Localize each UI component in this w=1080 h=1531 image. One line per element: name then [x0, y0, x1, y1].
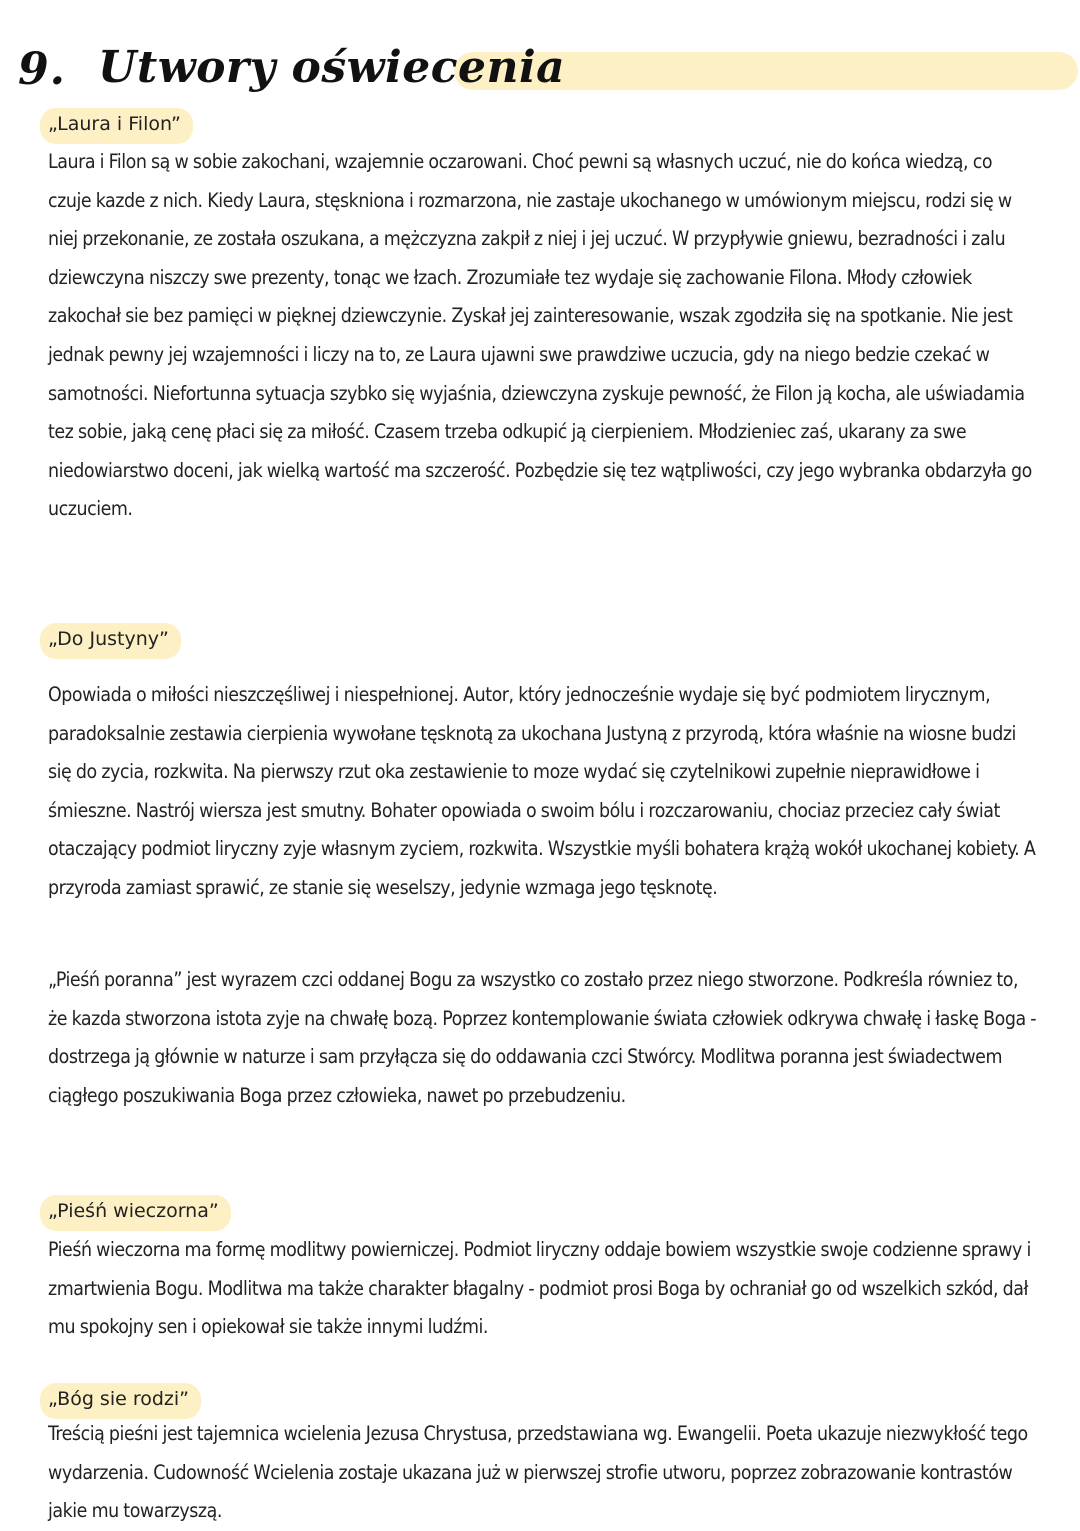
- section-label-do-justyny: „Do Justyny”: [40, 623, 181, 659]
- section-text-do-justyny: Opowiada o miłości nieszczęśliwej i niespełnionej. Autor, który jednocześnie wydaje się być podmiotem lirycznym, paradoksalnie zestawia cierpienia wywołane tęsknotą za ukochana Justyną z przyrodą, która właśnie na wiosne budzi się do zycia, rozkwita. Na pierwszy rzut oka zestawienie to moze wydać się czytelnikowi zupełnie nieprawidłowe i śmieszne. Nastrój wiersza jest smutny. Bohater opowiada o swoim bólu i rozczarowaniu, chociaz przeciez cały świat otaczający podmiot liryczny zyje własnym zyciem, rozkwita. Wszystkie myśli bohatera krążą wokół ukochanej kobiety. A przyroda zamiast sprawić, ze stanie się weselszy, jedynie wzmaga jego tęsknotę.: [48, 683, 1036, 899]
- section-text-bog-sie-rodzi: Treścią pieśni jest tajemnica wcielenia Jezusa Chrystusa, przedstawiana wg. Ewangelii. Poeta ukazuje niezwykłość tego wydarzenia. Cudowność Wcielenia zostaje ukazana już w pierwszej strofie utworu, poprzez zobrazowanie kontrastów jakie mu towarzyszą.: [48, 1422, 1028, 1523]
- page-header: [18, 38, 1078, 108]
- section-label-piesn-wieczorna: „Pieśń wieczorna”: [40, 1195, 231, 1231]
- section-text-piesn-poranna: „Pieśń poranna” jest wyrazem czci oddanej Bogu za wszystko co zostało przez niego stworzone. Podkreśla równiez to, że kazda stworzona istota zyje na chwałę bozą. Poprzez kontemplowanie świata człowiek odkrywa chwałę i łaskę Boga - dostrzega ją głównie w naturze i sam przyłącza się do oddawania czci Stwórcy. Modlitwa poranna jest świadectwem ciągłego poszukiwania Boga przez człowieka, nawet po przebudzeniu.: [48, 968, 1037, 1107]
- section-text-piesn-wieczorna: Pieśń wieczorna ma formę modlitwy powierniczej. Podmiot liryczny oddaje bowiem wszystkie swoje codzienne sprawy i zmartwienia Bogu. Modlitwa ma także charakter błagalny - podmiot prosi Boga by ochraniał go od wszelkich szkód, dał mu spokojny sen i opiekował sie także innymi ludźmi.: [48, 1238, 1031, 1339]
- page-title: Utwory oświecenia: [98, 42, 566, 93]
- section-label-laura-i-filon: „Laura i Filon”: [40, 108, 193, 144]
- section-text-laura-i-filon: Laura i Filon są w sobie zakochani, wzajemnie oczarowani. Choć pewni są własnych uczuć, nie do końca wiedzą, co czuje kazde z nich. Kiedy Laura, stęskniona i rozmarzona, nie zastaje ukochanego w umówionym miejscu, rodzi się w niej przekonanie, ze została oszukana, a mężczyzna zakpił z niej i jej uczuć. W przypływie gniewu, bezradności i zalu dziewczyna niszczy swe prezenty, tonąc we łzach. Zrozumiałe tez wydaje się zachowanie Filona. Młody człowiek zakochał sie bez pamięci w pięknej dziewczynie. Zyskał jej zainteresowanie, wszak zgodziła się na spotkanie. Nie jest jednak pewny jej wzajemności i liczy na to, ze Laura ujawni swe prawdziwe uczucia, gdy na niego bedzie czekać w samotności. Niefortunna sytuacja szybko się wyjaśnia, dziewczyna zyskuje pewność, że Filon ją kocha, ale uświadamia tez sobie, jaką cenę płaci się za miłość. Czasem trzeba odkupić ją cierpieniem. Młodzieniec zaś, ukarany za swe niedowiarstwo doceni, jak wielką wartość ma szczerość. Pozbędzie się tez wątpliwości, czy jego wybranka obdarzyła go uczuciem.: [48, 150, 1032, 521]
- section-label-bog-sie-rodzi: „Bóg sie rodzi”: [40, 1383, 201, 1419]
- section-number: 9.: [18, 44, 66, 95]
